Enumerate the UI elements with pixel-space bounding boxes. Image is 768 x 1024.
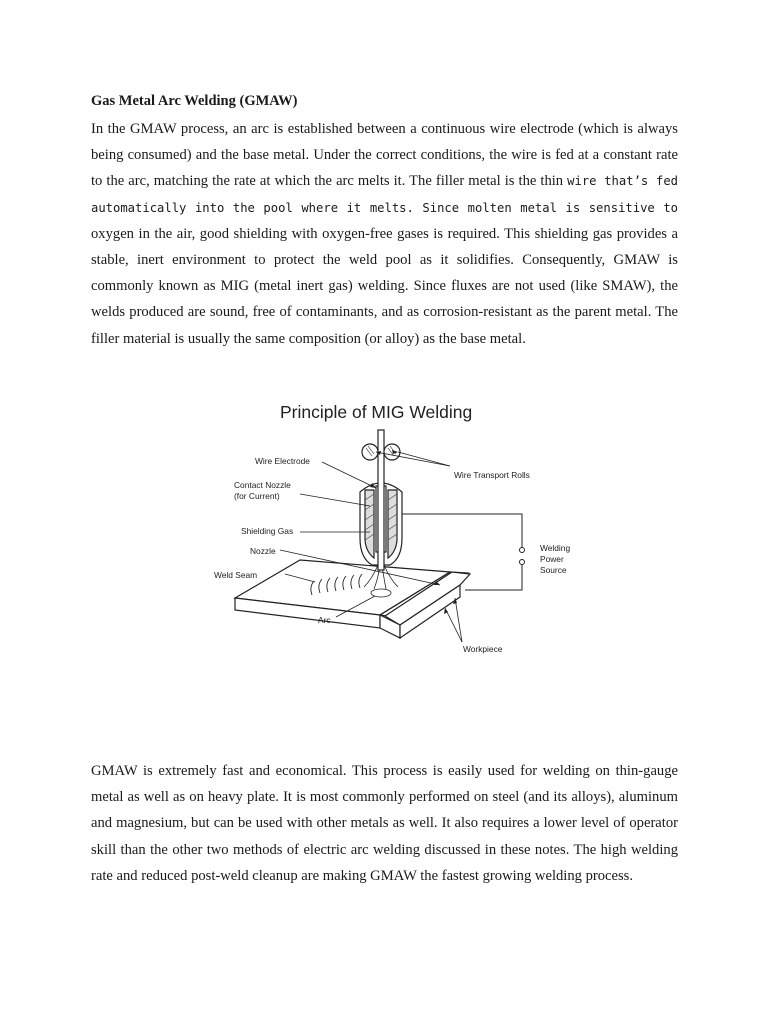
label-welding: Welding [540, 543, 571, 553]
mig-welding-diagram [200, 390, 590, 665]
label-wire-transport-rolls: Wire Transport Rolls [454, 470, 530, 480]
paragraph-text: oxygen in the air, good shielding with oxygen-free gases is required. This shielding gas provides a stable, inert environment to protect the weld pool as it solidifies. Consequently, GMAW is commonly known as MIG (metal inert gas) welding. Since fluxes are not used (like SMAW), the welds produced are sound, free of contaminants, and as corrosion-resistant as the parent metal. The filler material is usually the same composition (or alloy) as the base metal. [91, 225, 678, 347]
paragraph-text: In the GMAW process, an arc is established between a continuous wire electrode (which is always being consumed) and the base metal. Under the correct conditions, the wire is fed at a constant rate to the arc, matching the rate at which the arc melts it. The filler metal is the thin [91, 121, 678, 190]
section-heading: Gas Metal Arc Welding (GMAW) [91, 93, 298, 109]
label-weld-seam: Weld Seam [214, 570, 258, 580]
figure-title: Principle of MIG Welding [280, 402, 473, 422]
paragraph-text-mono: wire that’s fed automatically into the pool where it melts. Since molten metal is sensitive to [91, 174, 678, 215]
label-for-current: (for Current) [234, 491, 280, 501]
label-shielding-gas: Shielding Gas [241, 526, 294, 536]
label-workpiece: Workpiece [463, 644, 503, 654]
label-source: Source [540, 565, 567, 575]
paragraph-gmaw-advantages: GMAW is extremely fast and economical. This process is easily used for welding on thin-gauge metal as well as on heavy plate. It is most commonly performed on steel (and its alloys), aluminum and magnesium, but can be used with other metals as well. It also requires a lower level of operator skill than the other two methods of electric arc welding discussed in these notes. The high welding rate and reduced post-weld cleanup are making GMAW the fastest growing welding process. [91, 763, 678, 884]
workpiece-plates [235, 560, 470, 638]
label-arc: Arc [318, 615, 331, 625]
label-contact-nozzle: Contact Nozzle [234, 480, 291, 490]
paragraph-gmaw-process [91, 116, 678, 352]
mig-diagram-svg [200, 390, 590, 665]
label-wire-electrode: Wire Electrode [255, 456, 310, 466]
label-power: Power [540, 554, 564, 564]
label-nozzle: Nozzle [250, 546, 276, 556]
